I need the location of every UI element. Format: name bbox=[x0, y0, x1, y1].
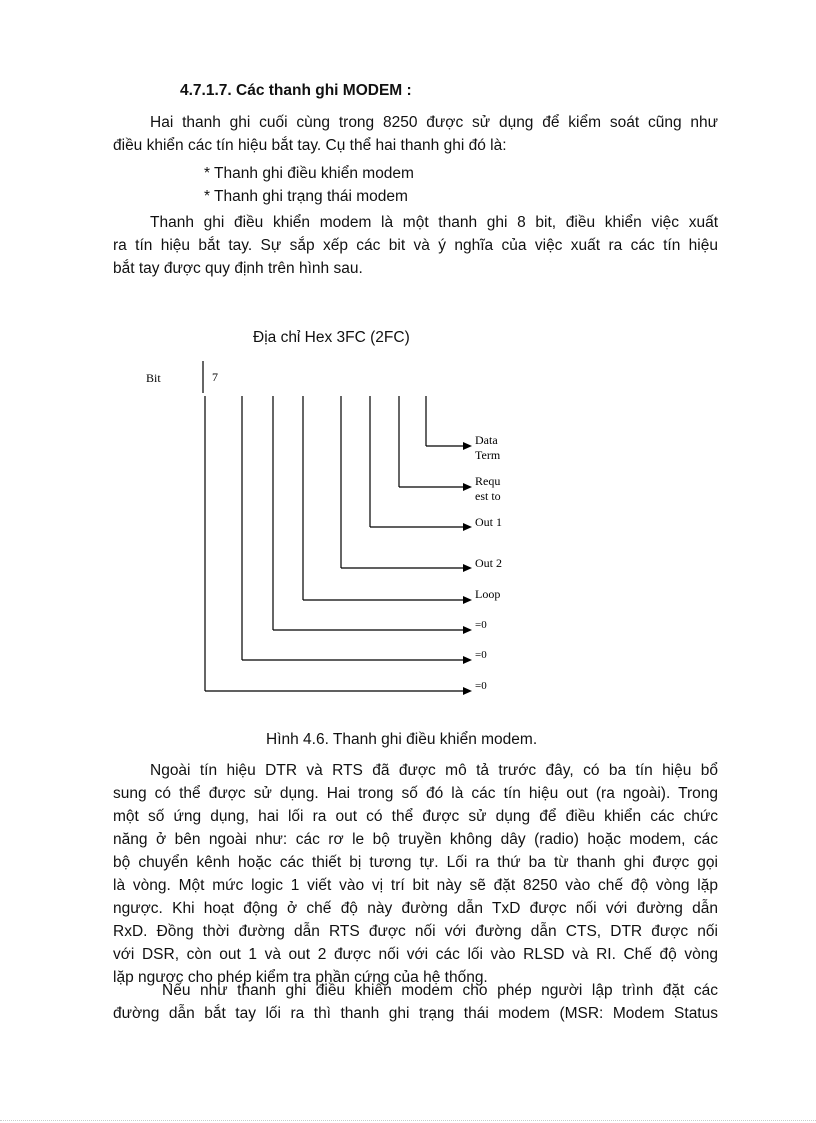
para4-line-1: Nếu như thanh ghi điều khiển modem cho phép người lập trình đặt các bbox=[162, 982, 718, 999]
status-register-paragraph bbox=[113, 979, 718, 1025]
para3-line-5: bộ chuyển kênh hoặc các thiết bị tương tự. Lối ra thứ ba từ thanh ghi được gọi bbox=[113, 854, 718, 871]
para2-line-1: Thanh ghi điều khiển modem là một thanh ghi 8 bit, điều khiển việc xuất bbox=[150, 214, 718, 231]
bullet-item-control: * Thanh ghi điều khiển modem bbox=[204, 165, 414, 182]
output-label-request-to: Requ est to bbox=[475, 474, 501, 503]
arrow-bit0 bbox=[463, 442, 472, 450]
arrow-bit5 bbox=[463, 626, 472, 634]
figure-caption: Hình 4.6. Thanh ghi điều khiển modem. bbox=[266, 731, 538, 748]
output-label-out2: Out 2 bbox=[475, 556, 502, 570]
para2-line-2: ra tín hiệu bắt tay. Sự sắp xếp các bit và ý nghĩa của việc xuất ra các tín hiệu bbox=[113, 237, 718, 254]
output-label-zero-bit6: =0 bbox=[475, 649, 487, 661]
section-heading: 4.7.1.7. Các thanh ghi MODEM : bbox=[180, 82, 412, 99]
para2-line-3: bắt tay được quy định trên hình sau. bbox=[113, 260, 363, 277]
signals-paragraph bbox=[113, 759, 718, 989]
para3-line-9: với DSR, còn out 1 và out 2 được nối với các lối vào RLSD và RI. Chế độ vòng bbox=[113, 946, 718, 963]
output-label-out1: Out 1 bbox=[475, 515, 502, 529]
para3-line-7: ngược. Khi hoạt động ở chế độ này đường dẫn TxD được nối với đường dẫn bbox=[113, 900, 718, 917]
para3-line-4: năng ở bên ngoài như: các rơ le bộ truyền không dây (radio) hoặc modem, các bbox=[113, 831, 718, 848]
para3-line-1: Ngoài tín hiệu DTR và RTS đã được mô tả trước đây, có ba tín hiệu bổ bbox=[150, 762, 718, 779]
para3-line-8: RxD. Đồng thời đường dẫn RTS được nối với đường dẫn CTS, DTR được nối bbox=[113, 923, 718, 940]
para3-line-10: lặp ngược cho phép kiểm tra phần cứng của hệ thống. bbox=[113, 969, 488, 986]
diagram-title: Địa chỉ Hex 3FC (2FC) bbox=[253, 329, 410, 346]
intro-line-2: điều khiển các tín hiệu bắt tay. Cụ thể hai thanh ghi đó là: bbox=[113, 137, 507, 154]
para3-line-3: một số ứng dụng, hai lối ra out có thể được sử dụng để điều khiển các chức bbox=[113, 808, 718, 825]
bit-label: Bit bbox=[146, 371, 161, 385]
output-label-loop: Loop bbox=[475, 587, 501, 601]
output-label-data-term: Data Term bbox=[475, 433, 501, 462]
page-bottom-border bbox=[0, 1120, 816, 1121]
bit-number: 7 bbox=[212, 370, 218, 384]
para3-line-2: sung có thể được sử dụng. Hai trong số đó là các tín hiệu out (ra ngoài). Trong bbox=[113, 785, 718, 802]
para3-line-6: là vòng. Một mức logic 1 viết vào vị trí bit này sẽ đặt 8250 vào chế độ vòng lặp bbox=[113, 877, 718, 894]
output-label-zero-bit7: =0 bbox=[475, 680, 487, 692]
arrow-bit4 bbox=[463, 596, 472, 604]
arrow-bit3 bbox=[463, 564, 472, 572]
output-label-zero-bit5: =0 bbox=[475, 619, 487, 631]
arrow-bit6 bbox=[463, 656, 472, 664]
intro-line-1: Hai thanh ghi cuối cùng trong 8250 được sử dụng để kiểm soát cũng như bbox=[150, 114, 718, 131]
arrow-bit2 bbox=[463, 523, 472, 531]
arrow-bit7 bbox=[463, 687, 472, 695]
arrow-bit1 bbox=[463, 483, 472, 491]
bullet-item-status: * Thanh ghi trạng thái modem bbox=[204, 188, 408, 205]
para4-line-2: đường dẫn bắt tay lối ra thì thanh ghi trạng thái modem (MSR: Modem Status bbox=[113, 1005, 718, 1022]
